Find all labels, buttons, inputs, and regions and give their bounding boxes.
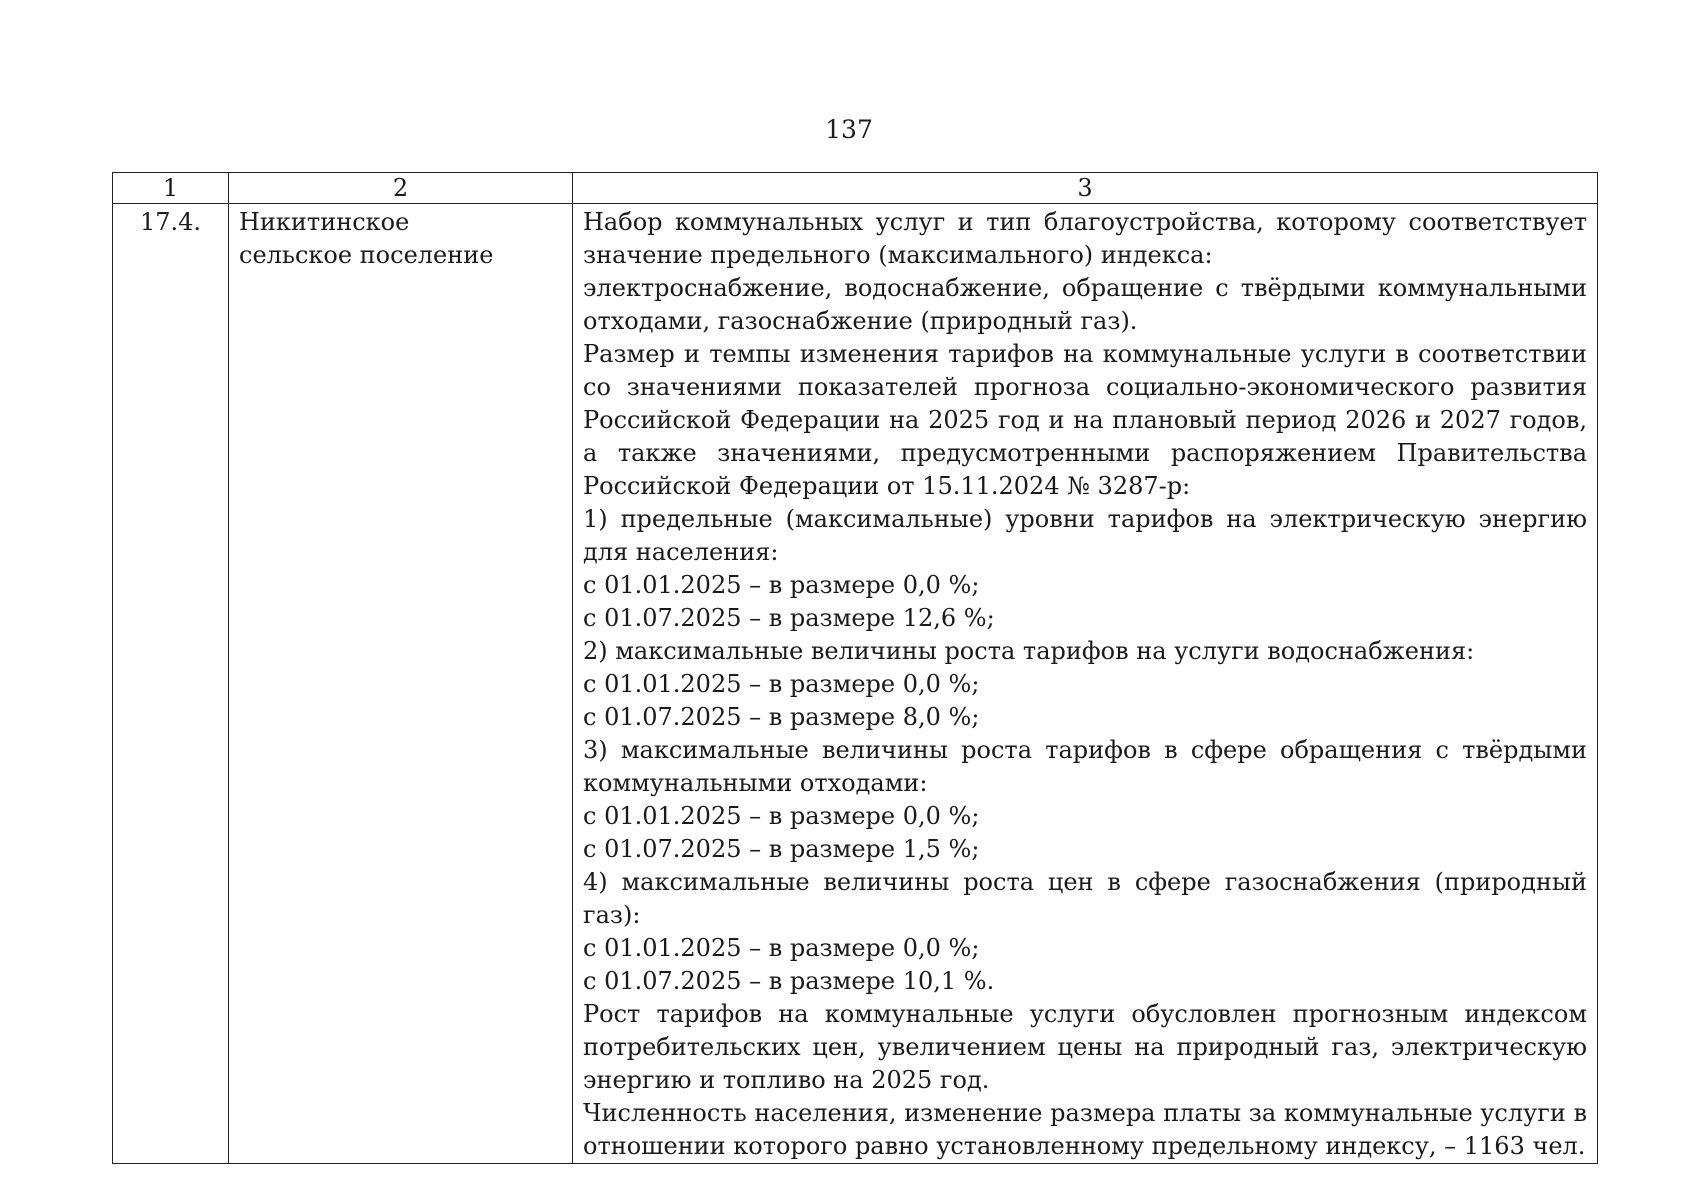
item-electricity-rate-1: с 01.01.2025 – в размере 0,0 %; bbox=[583, 571, 980, 599]
column-header-1: 1 bbox=[113, 173, 229, 204]
tariff-description-cell bbox=[573, 204, 1598, 1164]
item-gas-rate-1: с 01.01.2025 – в размере 0,0 %; bbox=[583, 934, 980, 962]
basis-paragraph: Размер и темпы изменения тарифов на коммунальные услуги в соответствии со значениями показателей прогноза социально-экономического развития Российской Федерации на 2025 год и на плановый период 2026 и 2027 годов, а также значениями, предусмотренными распоряжением Правительства Российской Федерации от 15.11.2024 № 3287-р: bbox=[583, 340, 1587, 500]
item-waste: 3) максимальные величины роста тарифов в сфере обращения с твёрдыми коммунальными отходами: bbox=[583, 736, 1587, 797]
column-header-2: 2 bbox=[229, 173, 573, 204]
item-water: 2) максимальные величины роста тарифов на услуги водоснабжения: bbox=[583, 637, 1475, 665]
column-header-3: 3 bbox=[573, 173, 1598, 204]
table-header-row bbox=[113, 173, 1598, 204]
item-water-rate-2: с 01.07.2025 – в размере 8,0 %; bbox=[583, 703, 980, 731]
item-gas-rate-2: с 01.07.2025 – в размере 10,1 %. bbox=[583, 967, 995, 995]
growth-paragraph: Рост тарифов на коммунальные услуги обусловлен прогнозным индексом потребительских цен, увеличением цены на природный газ, электрическую энергию и топливо на 2025 год. bbox=[583, 1000, 1587, 1094]
item-gas: 4) максимальные величины роста цен в сфере газоснабжения (природный газ): bbox=[583, 868, 1587, 929]
item-waste-rate-2: с 01.07.2025 – в размере 1,5 %; bbox=[583, 835, 980, 863]
intro-paragraph: Набор коммунальных услуг и тип благоустройства, которому соответствует значение предельного (максимального) индекса: bbox=[583, 208, 1587, 269]
settlement-name-line: сельское поселение bbox=[239, 241, 494, 269]
table-row bbox=[113, 204, 1598, 1164]
item-water-rate-1: с 01.01.2025 – в размере 0,0 %; bbox=[583, 670, 980, 698]
population-paragraph: Численность населения, изменение размера платы за коммунальные услуги в отношении которого равно установленному предельному индексу, – 1163 чел. bbox=[583, 1099, 1587, 1160]
item-electricity: 1) предельные (максимальные) уровни тарифов на электрическую энергию для населения: bbox=[583, 505, 1587, 566]
tariff-table bbox=[112, 172, 1598, 1164]
settlement-name-line: Никитинское bbox=[239, 208, 410, 236]
row-number: 17.4. bbox=[113, 204, 229, 1164]
page-number: 137 bbox=[825, 115, 873, 144]
services-paragraph: электроснабжение, водоснабжение, обращение с твёрдыми коммунальными отходами, газоснабжение (природный газ). bbox=[583, 274, 1587, 335]
item-waste-rate-1: с 01.01.2025 – в размере 0,0 %; bbox=[583, 802, 980, 830]
settlement-name-cell bbox=[229, 204, 573, 1164]
item-electricity-rate-2: с 01.07.2025 – в размере 12,6 %; bbox=[583, 604, 995, 632]
